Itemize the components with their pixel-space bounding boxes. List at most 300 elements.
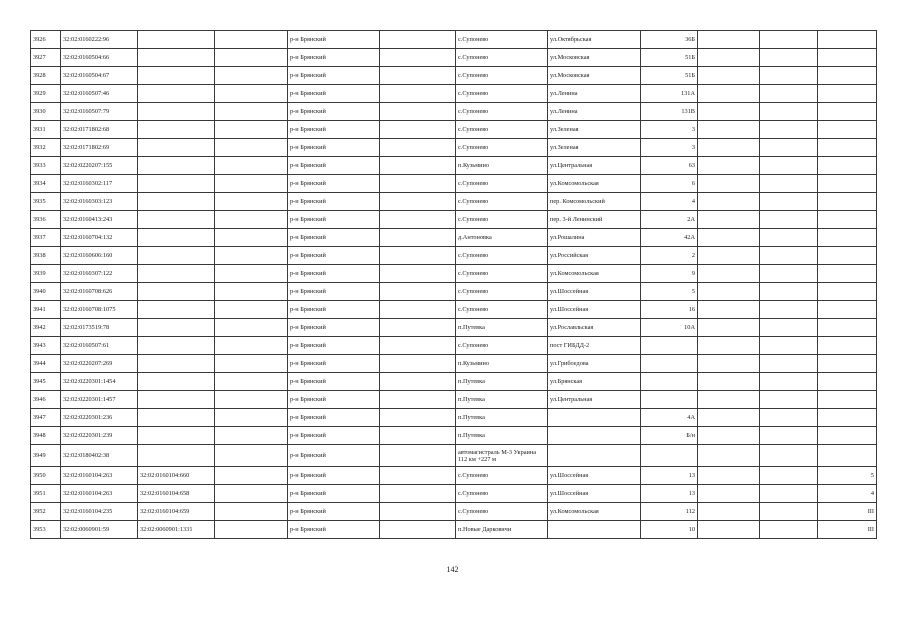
table-cell: 36Б (641, 31, 698, 49)
table-cell: р-н Брянский (288, 193, 380, 211)
table-cell (641, 445, 698, 467)
table-cell: р-н Брянский (288, 157, 380, 175)
table-cell (215, 427, 288, 445)
table-cell (380, 301, 456, 319)
table-cell: 32:02:0160708:1075 (61, 301, 138, 319)
table-cell (548, 445, 641, 467)
table-cell: р-н Брянский (288, 301, 380, 319)
table-cell (215, 31, 288, 49)
table-cell: III (818, 503, 877, 521)
table-cell (380, 467, 456, 485)
table-cell: 9 (641, 265, 698, 283)
table-cell (760, 247, 818, 265)
table-cell: 10А (641, 319, 698, 337)
table-cell (760, 229, 818, 247)
table-cell (698, 337, 760, 355)
table-cell: 32:02:0160302:117 (61, 175, 138, 193)
table-cell (760, 157, 818, 175)
table-cell (818, 211, 877, 229)
table-cell (138, 121, 215, 139)
table-cell (698, 373, 760, 391)
table-cell: 32:02:0160104:235 (61, 503, 138, 521)
table-cell: 32:02:0160222:96 (61, 31, 138, 49)
table-cell: 112 (641, 503, 698, 521)
table-cell (760, 67, 818, 85)
table-cell: р-н Брянский (288, 319, 380, 337)
table-cell (138, 391, 215, 409)
table-cell: 3945 (31, 373, 61, 391)
table-cell (215, 121, 288, 139)
table-cell: р-н Брянский (288, 503, 380, 521)
table-cell: р-н Брянский (288, 373, 380, 391)
table-cell: ул.Рошалина (548, 229, 641, 247)
table-cell (138, 283, 215, 301)
table-cell (698, 31, 760, 49)
table-cell (215, 337, 288, 355)
table-cell: 2А (641, 211, 698, 229)
table-cell: 4 (818, 485, 877, 503)
table-cell (215, 409, 288, 427)
table-cell (760, 121, 818, 139)
table-cell (698, 409, 760, 427)
table-cell: д.Антоновка (456, 229, 548, 247)
table-cell: ул.Ленина (548, 85, 641, 103)
table-cell: 3944 (31, 355, 61, 373)
table-cell: 3947 (31, 409, 61, 427)
table-cell (380, 319, 456, 337)
table-cell: п.Путевка (456, 391, 548, 409)
table-body (31, 31, 877, 539)
table-cell: 32:02:0160606:160 (61, 247, 138, 265)
table-cell: с.Супонево (456, 49, 548, 67)
table-cell: п.Путевка (456, 319, 548, 337)
table-cell (818, 265, 877, 283)
table-cell (818, 85, 877, 103)
table-cell (641, 337, 698, 355)
table-cell (818, 391, 877, 409)
table-cell (818, 67, 877, 85)
table-cell: 32:02:0173519:78 (61, 319, 138, 337)
table-cell (818, 247, 877, 265)
property-register-table (30, 30, 877, 539)
table-cell (698, 229, 760, 247)
table-cell: 3941 (31, 301, 61, 319)
table-cell (380, 391, 456, 409)
table-cell: ул.Шоссейная (548, 485, 641, 503)
table-cell (818, 49, 877, 67)
table-cell (760, 103, 818, 121)
table-cell: 32:02:0160104:658 (138, 485, 215, 503)
table-cell: 32:02:0220207:269 (61, 355, 138, 373)
table-cell: 32:02:0160708:626 (61, 283, 138, 301)
table-cell: ул.Центральная (548, 391, 641, 409)
table-cell: р-н Брянский (288, 121, 380, 139)
table-cell (818, 337, 877, 355)
table-cell: р-н Брянский (288, 139, 380, 157)
table-cell (380, 355, 456, 373)
table-cell: 32:02:0160104:660 (138, 467, 215, 485)
table-row (31, 31, 877, 49)
table-cell (698, 301, 760, 319)
table-cell (641, 391, 698, 409)
table-row (31, 247, 877, 265)
table-cell: с.Супонево (456, 193, 548, 211)
table-cell: 32:02:0220301:1457 (61, 391, 138, 409)
table-cell: р-н Брянский (288, 445, 380, 467)
table-cell (138, 229, 215, 247)
table-cell: ул.Зеленая (548, 121, 641, 139)
table-cell (380, 247, 456, 265)
table-cell (698, 355, 760, 373)
table-cell (760, 265, 818, 283)
table-row (31, 373, 877, 391)
table-cell (380, 49, 456, 67)
table-cell (215, 503, 288, 521)
table-cell (818, 283, 877, 301)
table-cell: 3942 (31, 319, 61, 337)
table-cell: 51Б (641, 67, 698, 85)
table-cell: п.Путевка (456, 373, 548, 391)
table-cell: 3952 (31, 503, 61, 521)
table-cell (380, 175, 456, 193)
table-row (31, 229, 877, 247)
table-cell (215, 247, 288, 265)
table-cell (698, 193, 760, 211)
table-cell (818, 355, 877, 373)
table-cell: 131В (641, 103, 698, 121)
table-row (31, 355, 877, 373)
table-cell (698, 427, 760, 445)
table-cell: 13 (641, 485, 698, 503)
table-cell: ул.Брянская (548, 373, 641, 391)
table-cell: 32:02:0160504:67 (61, 67, 138, 85)
table-cell: 3951 (31, 485, 61, 503)
table-cell (760, 409, 818, 427)
table-cell (760, 355, 818, 373)
table-cell (380, 85, 456, 103)
table-cell (380, 229, 456, 247)
table-cell (698, 265, 760, 283)
table-row (31, 301, 877, 319)
table-cell: п.Кузьмино (456, 355, 548, 373)
table-cell (698, 485, 760, 503)
table-cell: пер. 3-й Ленинский (548, 211, 641, 229)
table-cell: 32:02:0160104:659 (138, 503, 215, 521)
table-cell (138, 265, 215, 283)
table-cell (138, 67, 215, 85)
table-cell: 3948 (31, 427, 61, 445)
table-cell (138, 373, 215, 391)
table-cell (818, 139, 877, 157)
table-cell (698, 175, 760, 193)
table-cell: Б/н (641, 427, 698, 445)
table-cell: с.Супонево (456, 121, 548, 139)
table-cell: р-н Брянский (288, 337, 380, 355)
table-cell (380, 409, 456, 427)
table-row (31, 103, 877, 121)
table-cell: р-н Брянский (288, 521, 380, 539)
table-cell (215, 103, 288, 121)
table-cell: ул.Шоссейная (548, 283, 641, 301)
table-cell (698, 157, 760, 175)
table-cell: ул.Рославльская (548, 319, 641, 337)
table-cell (760, 175, 818, 193)
table-cell (760, 283, 818, 301)
table-cell (698, 85, 760, 103)
table-cell: 3940 (31, 283, 61, 301)
table-cell (138, 355, 215, 373)
table-cell (215, 49, 288, 67)
table-cell (641, 373, 698, 391)
table-cell (138, 445, 215, 467)
table-cell: ул.Октябрьская (548, 31, 641, 49)
table-cell: п.Кузьмино (456, 157, 548, 175)
table-row (31, 485, 877, 503)
table-row (31, 175, 877, 193)
table-cell (215, 355, 288, 373)
table-cell: р-н Брянский (288, 49, 380, 67)
table-cell (760, 337, 818, 355)
table-cell (215, 485, 288, 503)
table-cell (215, 139, 288, 157)
table-cell (380, 31, 456, 49)
table-cell: 32:02:0060901:1331 (138, 521, 215, 539)
table-cell: ул.Московская (548, 67, 641, 85)
table-cell: с.Супонево (456, 247, 548, 265)
table-cell: 3930 (31, 103, 61, 121)
table-cell (380, 503, 456, 521)
table-cell: 131А (641, 85, 698, 103)
table-cell: с.Супонево (456, 103, 548, 121)
table-cell: с.Супонево (456, 467, 548, 485)
table-cell (380, 103, 456, 121)
table-cell: 32:02:0160104:263 (61, 485, 138, 503)
table-cell: 32:02:0220301:239 (61, 427, 138, 445)
table-cell (698, 49, 760, 67)
table-cell (698, 211, 760, 229)
table-cell (215, 521, 288, 539)
table-cell (380, 139, 456, 157)
table-cell (215, 265, 288, 283)
table-cell (380, 485, 456, 503)
table-cell: 2 (641, 247, 698, 265)
table-cell (380, 283, 456, 301)
table-cell (215, 283, 288, 301)
table-cell (760, 319, 818, 337)
table-cell: пост ГИБДД-2 (548, 337, 641, 355)
table-cell: 32:02:0160704:132 (61, 229, 138, 247)
table-cell: 63 (641, 157, 698, 175)
table-cell (215, 85, 288, 103)
table-cell: с.Супонево (456, 283, 548, 301)
table-cell (818, 157, 877, 175)
table-row (31, 265, 877, 283)
table-cell: 32:02:0160104:263 (61, 467, 138, 485)
table-cell: 3949 (31, 445, 61, 467)
table-row (31, 283, 877, 301)
table-cell (760, 485, 818, 503)
table-cell (380, 193, 456, 211)
table-cell (548, 409, 641, 427)
table-cell (380, 67, 456, 85)
table-cell (818, 427, 877, 445)
table-cell (760, 373, 818, 391)
table-cell (760, 31, 818, 49)
table-cell (548, 521, 641, 539)
table-cell (818, 373, 877, 391)
table-cell (138, 49, 215, 67)
table-cell (760, 521, 818, 539)
table-cell: 3943 (31, 337, 61, 355)
table-cell (548, 427, 641, 445)
table-cell: р-н Брянский (288, 467, 380, 485)
table-cell: р-н Брянский (288, 229, 380, 247)
table-cell: 32:02:0220207:155 (61, 157, 138, 175)
table-cell: 3953 (31, 521, 61, 539)
table-cell (698, 283, 760, 301)
table-cell: III (818, 521, 877, 539)
table-cell: р-н Брянский (288, 31, 380, 49)
table-cell: 3935 (31, 193, 61, 211)
table-row (31, 157, 877, 175)
table-cell (760, 85, 818, 103)
table-cell (818, 193, 877, 211)
table-cell: р-н Брянский (288, 391, 380, 409)
table-row (31, 85, 877, 103)
table-cell (138, 301, 215, 319)
table-cell: 3 (641, 121, 698, 139)
table-cell (380, 521, 456, 539)
table-cell (138, 31, 215, 49)
table-cell: с.Супонево (456, 485, 548, 503)
table-cell: 3931 (31, 121, 61, 139)
table-cell (138, 427, 215, 445)
table-cell (818, 301, 877, 319)
table-cell: 42А (641, 229, 698, 247)
table-cell: пер. Комсомольский (548, 193, 641, 211)
table-cell: ул.Комсомольская (548, 503, 641, 521)
table-cell: 3946 (31, 391, 61, 409)
table-cell: 51Б (641, 49, 698, 67)
table-cell: с.Супонево (456, 85, 548, 103)
table-cell: р-н Брянский (288, 485, 380, 503)
table-cell: ул.Российская (548, 247, 641, 265)
table-cell (380, 265, 456, 283)
table-row (31, 467, 877, 485)
table-cell (380, 211, 456, 229)
table-cell: 3926 (31, 31, 61, 49)
table-cell (380, 373, 456, 391)
table-cell (818, 445, 877, 467)
table-cell (380, 427, 456, 445)
table-cell: 32:02:0171802:68 (61, 121, 138, 139)
table-cell (760, 301, 818, 319)
table-cell: ул.Шоссейная (548, 301, 641, 319)
table-cell: с.Супонево (456, 31, 548, 49)
table-cell: с.Супонево (456, 67, 548, 85)
table-cell: р-н Брянский (288, 175, 380, 193)
table-row (31, 427, 877, 445)
table-cell: 3933 (31, 157, 61, 175)
table-row (31, 139, 877, 157)
table-cell (698, 247, 760, 265)
table-cell (138, 337, 215, 355)
table-cell (138, 175, 215, 193)
table-cell (760, 193, 818, 211)
table-cell: 3950 (31, 467, 61, 485)
table-cell (641, 355, 698, 373)
table-cell (698, 67, 760, 85)
table-cell: ул.Грибоедова (548, 355, 641, 373)
table-cell (215, 157, 288, 175)
table-cell: п.Путевка (456, 409, 548, 427)
table-row (31, 193, 877, 211)
table-row (31, 67, 877, 85)
table-cell: с.Супонево (456, 337, 548, 355)
table-cell: 3927 (31, 49, 61, 67)
table-cell (215, 373, 288, 391)
table-cell (138, 139, 215, 157)
table-cell (215, 211, 288, 229)
table-row (31, 49, 877, 67)
table-cell (215, 319, 288, 337)
table-cell (138, 193, 215, 211)
table-cell: ул.Зеленая (548, 139, 641, 157)
table-cell: 4А (641, 409, 698, 427)
table-cell: р-н Брянский (288, 247, 380, 265)
table-cell: с.Супонево (456, 139, 548, 157)
table-cell (760, 211, 818, 229)
table-cell (760, 391, 818, 409)
table-cell: 32:02:0060901:59 (61, 521, 138, 539)
table-cell (215, 467, 288, 485)
table-row (31, 445, 877, 467)
table-cell (698, 103, 760, 121)
table-cell (215, 229, 288, 247)
table-cell: 10 (641, 521, 698, 539)
table-cell: р-н Брянский (288, 85, 380, 103)
table-cell: с.Супонево (456, 265, 548, 283)
table-cell: с.Супонево (456, 301, 548, 319)
table-cell: р-н Брянский (288, 103, 380, 121)
table-cell (818, 31, 877, 49)
table-cell (138, 157, 215, 175)
table-cell (698, 121, 760, 139)
table-cell: 16 (641, 301, 698, 319)
table-cell: р-н Брянский (288, 67, 380, 85)
table-cell (760, 503, 818, 521)
table-cell: ул.Ленина (548, 103, 641, 121)
table-cell (215, 301, 288, 319)
table-cell (215, 391, 288, 409)
page-number: 142 (446, 565, 459, 574)
table-cell: с.Супонево (456, 175, 548, 193)
table-cell: ул.Шоссейная (548, 467, 641, 485)
table-cell: 3928 (31, 67, 61, 85)
table-cell (138, 319, 215, 337)
table-cell: 5 (818, 467, 877, 485)
table-cell (698, 391, 760, 409)
table-cell: р-н Брянский (288, 265, 380, 283)
table-cell: р-н Брянский (288, 355, 380, 373)
table-cell: 6 (641, 175, 698, 193)
table-row (31, 211, 877, 229)
table-cell (380, 337, 456, 355)
table-row (31, 409, 877, 427)
table-cell: 32:02:0220301:236 (61, 409, 138, 427)
table-cell: с.Супонево (456, 503, 548, 521)
table-cell (818, 175, 877, 193)
